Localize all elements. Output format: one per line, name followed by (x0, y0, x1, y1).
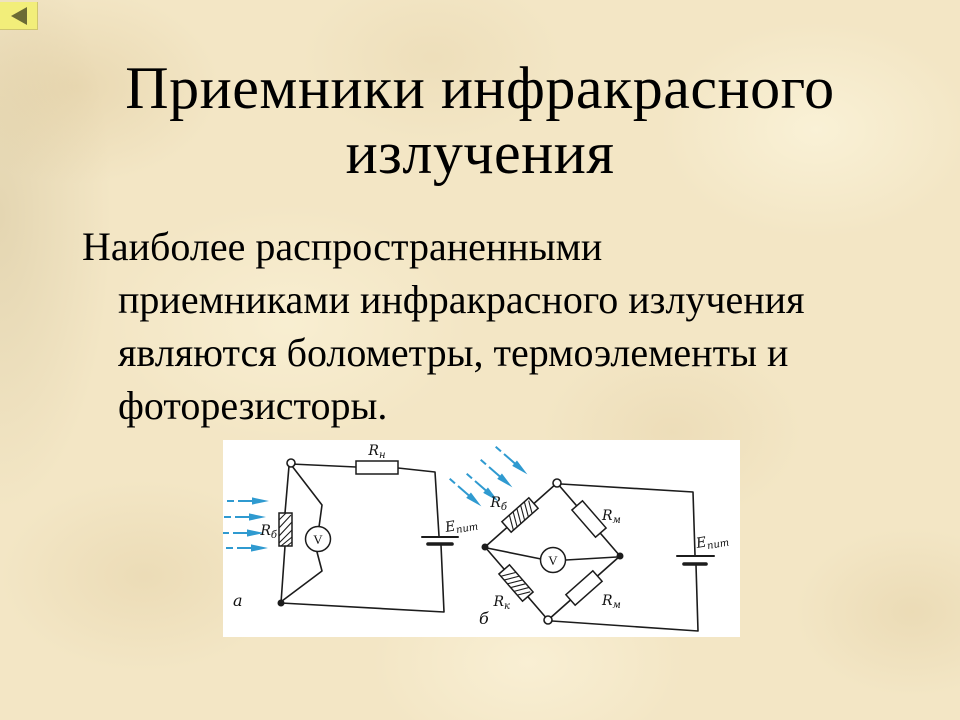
node-a-top (287, 459, 295, 467)
bridge-resistor-top (572, 501, 606, 537)
circuit-b-caption: б (479, 609, 489, 628)
voltmeter-b (541, 548, 566, 573)
circuit-b (447, 444, 730, 631)
bridge-resistor-bottom (566, 571, 602, 605)
body-line: фоторезисторы. (118, 383, 388, 428)
title-line-2: излучения (345, 120, 615, 186)
radiation-arrow-icon (478, 457, 514, 490)
body-paragraph (82, 220, 912, 432)
radiation-arrow-icon (447, 476, 483, 509)
node-b-right (617, 553, 624, 560)
radiation-arrow-icon (227, 497, 269, 504)
voltmeter-a (306, 527, 331, 552)
back-button[interactable] (0, 2, 38, 30)
bridge-resistor-bottom-label: $R_м$ (602, 593, 621, 611)
radiation-arrow-icon (493, 444, 529, 477)
battery-b-label: $E_{пит}$ (694, 534, 731, 553)
title-line-1: Приемники инфракрасного (125, 55, 835, 121)
node-b-top (553, 479, 561, 487)
circuit-diagram-figure (223, 440, 740, 637)
svg-text:V: V (313, 532, 323, 547)
body-line: Наиболее распространенными (82, 224, 603, 269)
bridge-resistor-top-label: $R_м$ (602, 508, 621, 526)
radiation-arrow-icon (223, 529, 264, 536)
battery-a-label: $E_{пит}$ (443, 518, 480, 537)
bolometer-b (502, 498, 538, 532)
page-title (0, 56, 960, 186)
load-resistor-label: $R_н$ (368, 443, 386, 461)
body-line: приемниками инфракрасного излучения (118, 277, 805, 322)
svg-text:V: V (548, 553, 558, 568)
battery-b (677, 556, 714, 564)
node-a-bottom (278, 600, 285, 607)
node-b-left (482, 544, 489, 551)
compensator-label: $R_к$ (493, 594, 510, 612)
bolometer-a (279, 513, 292, 546)
compensator (499, 565, 533, 601)
bolometer-b-label: $R_б$ (490, 495, 507, 513)
circuit-a-caption: а (233, 591, 243, 610)
body-line: являются болометры, термоэлементы и (118, 330, 789, 375)
radiation-arrow-icon (226, 544, 268, 551)
circuit-diagram-svg (223, 440, 740, 637)
node-b-bottom (544, 616, 552, 624)
battery-a (422, 537, 458, 544)
bolometer-a-label: $R_б$ (260, 523, 277, 541)
circuit-a (223, 443, 479, 612)
load-resistor (356, 461, 398, 474)
back-arrow-icon (11, 7, 27, 25)
radiation-arrow-icon (224, 513, 266, 520)
